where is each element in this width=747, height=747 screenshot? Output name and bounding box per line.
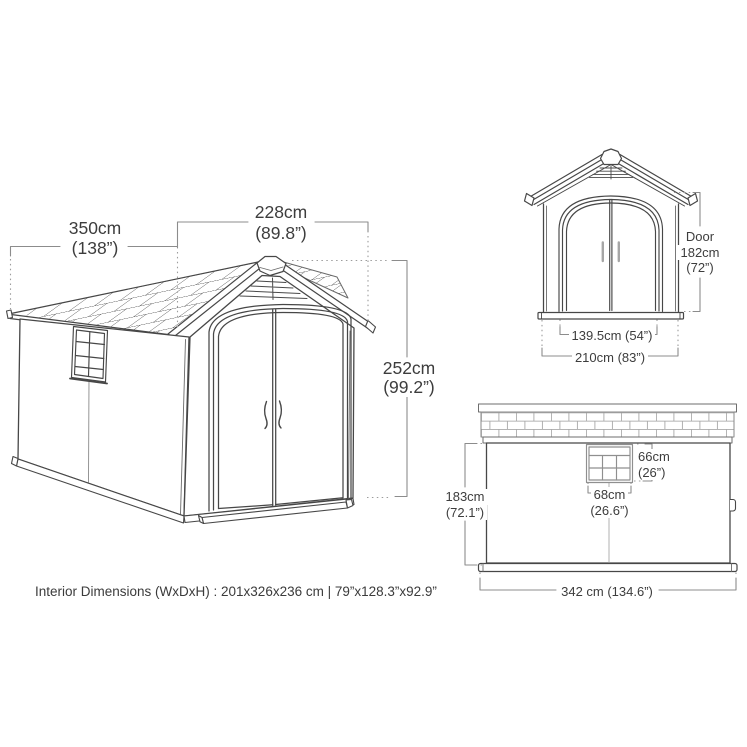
dim-width-cm: 228cm — [252, 202, 311, 223]
side-height-in: (72.1”) — [443, 505, 487, 521]
window-width-in: (26.6”) — [587, 503, 631, 519]
perspective-view-drawing — [7, 222, 408, 524]
side-roof-band — [479, 404, 737, 443]
window-height-cm: 66cm — [635, 449, 673, 465]
window-width-cm: 68cm — [591, 487, 629, 503]
front-ridge-cap — [601, 149, 622, 165]
dim-height-label — [349, 359, 469, 397]
dim-height-in: (99.2”) — [380, 378, 438, 397]
dim-depth-in: (138”) — [69, 238, 122, 258]
dim-door-height-label — [662, 229, 738, 276]
dim-door-width-label: 139.5cm (54”) — [562, 328, 662, 344]
dim-window-width-label — [571, 487, 648, 518]
wall-seam-line — [89, 378, 90, 484]
front-door-handles — [603, 243, 619, 262]
dim-side-depth-label: 342 cm (134.6”) — [545, 584, 669, 600]
perspective-window — [70, 327, 108, 384]
front-doors — [559, 196, 663, 312]
dim-overall-width-label: 210cm (83”) — [560, 350, 660, 366]
door-label: Door — [683, 229, 717, 245]
dim-height-cm: 252cm — [380, 359, 439, 378]
side-base — [479, 564, 738, 572]
dim-width-in: (89.8”) — [252, 223, 310, 244]
dim-window-height-label — [635, 449, 687, 480]
door-height-cm: 182cm — [677, 245, 722, 261]
dim-depth-label — [35, 218, 155, 258]
side-door-latch — [730, 500, 736, 512]
side-height-cm: 183cm — [442, 489, 487, 505]
side-window — [587, 445, 633, 483]
dim-depth-cm: 350cm — [66, 218, 125, 238]
dim-width-label — [221, 202, 341, 244]
front-base — [538, 313, 684, 320]
door-height-in: (72”) — [683, 260, 716, 276]
dim-side-height-label — [427, 489, 503, 520]
front-door-split — [610, 200, 612, 311]
window-height-in: (26”) — [635, 465, 668, 481]
interior-dimensions-note: Interior Dimensions (WxDxH) : 201x326x236 cm | 79”x128.3”x92.9” — [35, 584, 437, 599]
